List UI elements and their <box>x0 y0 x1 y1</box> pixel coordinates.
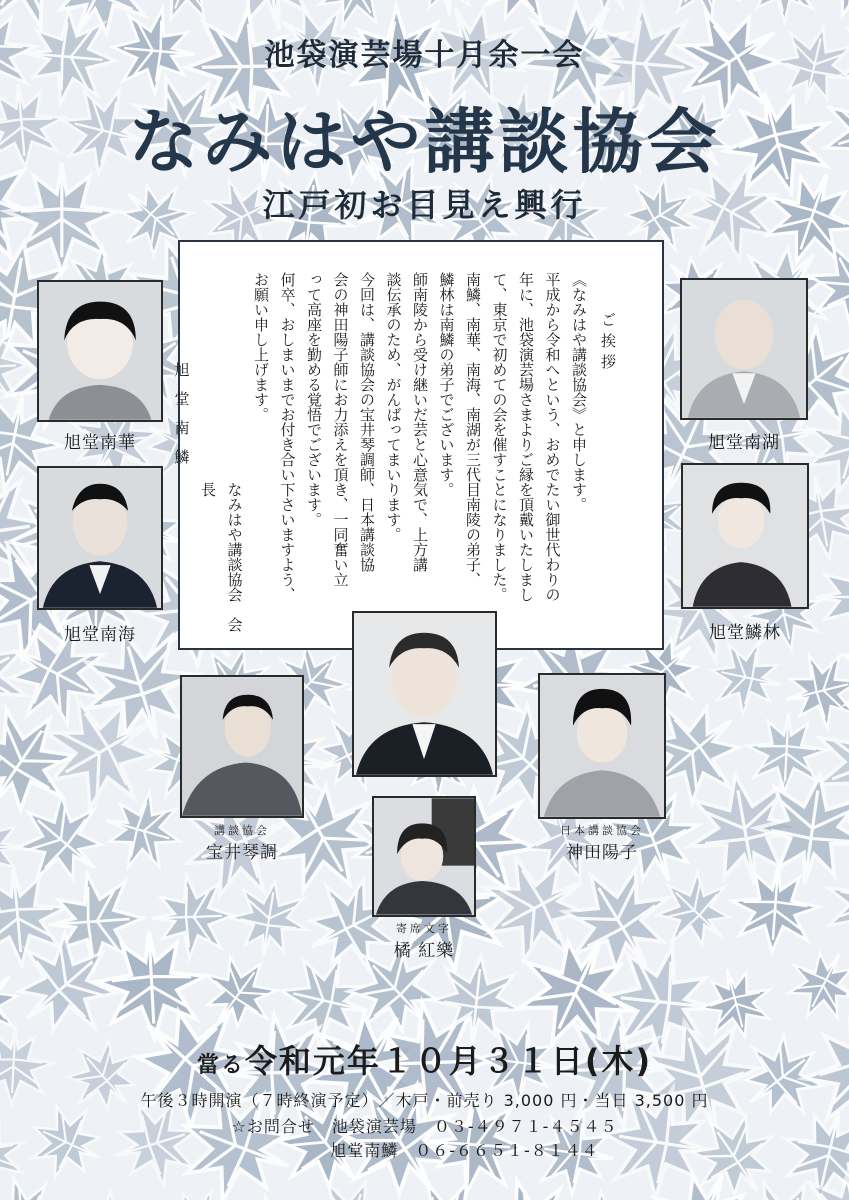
greeting-line: お願い申し上げます。 <box>252 272 270 422</box>
greeting-line: 平成から令和へという、おめでたい御世代わりの <box>543 272 562 602</box>
greeting-box <box>172 240 664 650</box>
time-and-price: 午後３時開演（７時終演予定）／木戸・前売り 3,000 円・当日 3,500 円 <box>140 1091 709 1110</box>
portrait-kincho <box>180 675 304 818</box>
caption-nanka: 旭堂南華 <box>64 433 136 453</box>
caption-yoko: 日本講談協会 神田陽子 <box>530 824 674 863</box>
contact-line-2: 旭堂南鱗 ０６-６６５１-８１４４ <box>330 1141 599 1160</box>
event-date <box>0 1036 849 1082</box>
greeting-signature: 旭堂南鱗 <box>172 362 191 478</box>
contact-line-1 <box>0 1114 849 1137</box>
caption-nanko: 旭堂南湖 <box>708 433 780 453</box>
date-prefix: 當る <box>196 1053 245 1078</box>
greeting-line: 《なみはや講談協会》と申します。 <box>570 272 588 512</box>
caption-nankai: 旭堂南海 <box>64 625 136 645</box>
portrait-nanrin <box>352 611 497 777</box>
contact-label: ☆お問合せ <box>231 1117 315 1136</box>
greeting-line: 鱗林は南鱗の弟子でございます。 <box>437 272 456 497</box>
date-weekday: (木) <box>584 1042 653 1080</box>
affiliation-kincho: 講談協会 <box>214 824 270 837</box>
greeting-line: 何卒、おしまいまでお付き合い下さいますよう、 <box>278 272 297 602</box>
caption-kouraku: 寄席文字 橘 紅樂 <box>358 922 490 961</box>
contact-venue: 池袋演芸場 ０３-４９７１-４５４５ <box>331 1117 618 1136</box>
affiliation-kouraku: 寄席文字 <box>396 922 452 935</box>
portrait-rinrin <box>681 463 809 609</box>
greeting-line: 会の神田陽子師にお力添えを頂き、一同奮い立 <box>331 272 350 587</box>
event-subtitle: 池袋演芸場十月余一会 <box>264 38 585 73</box>
portrait-yoko <box>538 673 666 819</box>
date-main: 令和元年１０月３１日 <box>244 1042 585 1080</box>
greeting-heading: ご挨拶 <box>599 312 617 375</box>
greeting-text <box>168 272 624 637</box>
greeting-line: 師南陵から受け継いだ芸と心意気で、上方講 <box>411 272 429 572</box>
caption-kincho: 講談協会 宝井琴調 <box>172 824 312 863</box>
greeting-line: 今回は、講談協会の宝井琴調師、日本講談協 <box>358 272 376 572</box>
portrait-nankai <box>37 466 163 610</box>
main-title: なみはや講談協会 <box>128 101 721 183</box>
portrait-nanko <box>680 278 808 420</box>
greeting-line: 南鱗、南華、南海、南湖が三代目南陵の弟子、 <box>464 272 482 587</box>
greeting-org-line: なみはや講談協会 会長 <box>199 482 244 632</box>
event-tagline: 江戸初お目見え興行 <box>262 186 587 224</box>
greeting-line: 年に、池袋演芸場さまよりご縁を頂戴いたしまし <box>517 272 535 602</box>
portrait-kouraku <box>372 796 476 917</box>
greeting-line: 談伝承のため、がんばってまいります。 <box>384 272 403 542</box>
portrait-nanka <box>37 280 163 422</box>
caption-rinrin: 旭堂鱗林 <box>709 623 781 643</box>
affiliation-yoko: 日本講談協会 <box>560 824 644 837</box>
greeting-line: って高座を勤める覚悟でございます。 <box>305 272 323 527</box>
greeting-line: て、東京で初めての会を催すことになりました。 <box>490 272 509 602</box>
